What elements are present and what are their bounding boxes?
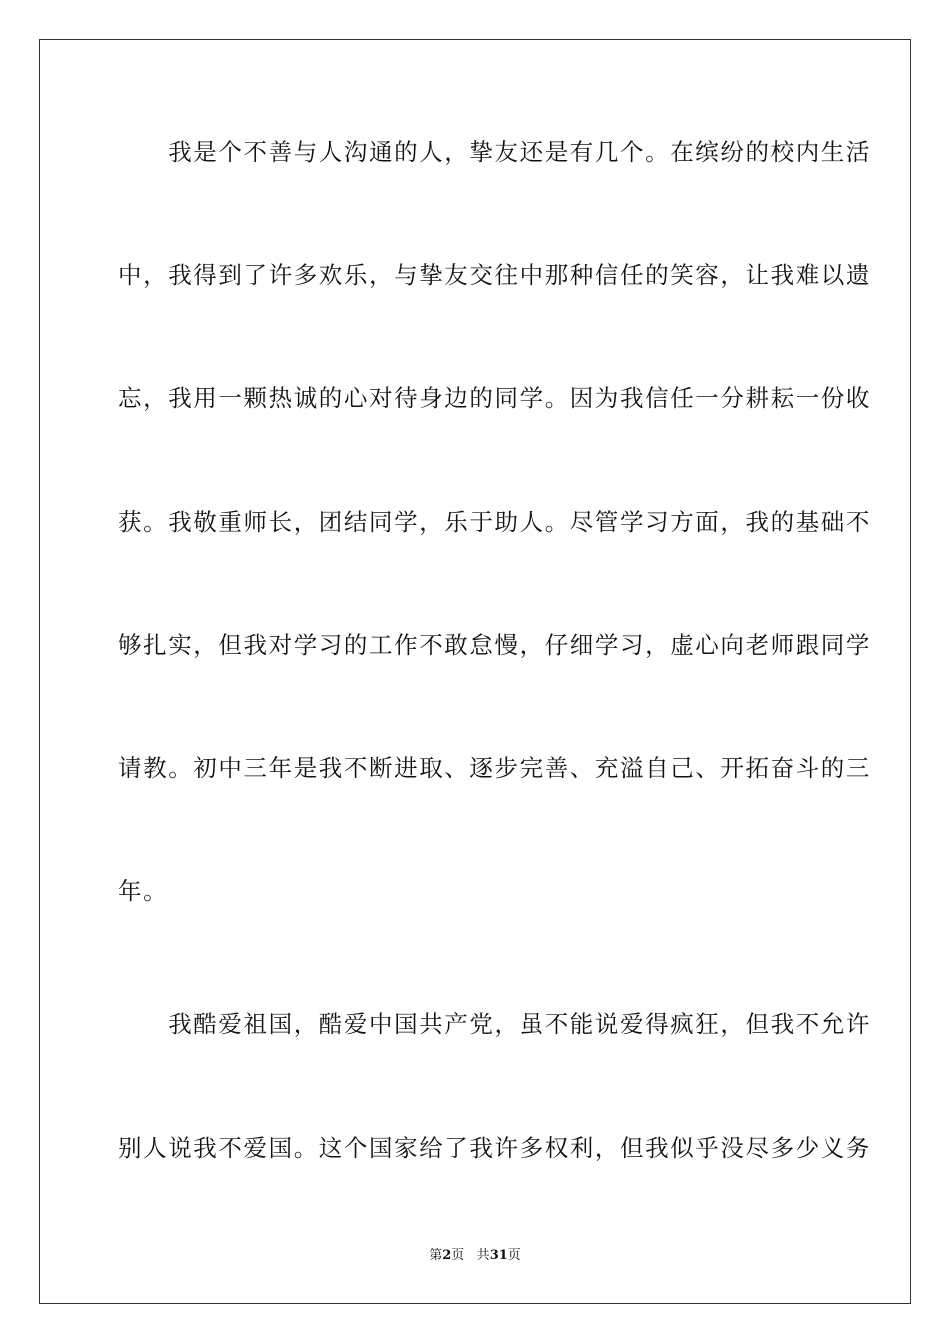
text-line-9: 别人说我不爱国。这个国家给了我许多权利，但我似乎没尽多少义务 (118, 1134, 871, 1162)
page-footer (0, 1248, 950, 1264)
footer-page-number: 2 (442, 1248, 452, 1263)
text-line-7: 年。 (118, 877, 169, 905)
text-line-3: 忘，我用一颗热诚的心对待身边的同学。因为我信任一分耕耘一份收 (118, 384, 871, 412)
text-line-4: 获。我敬重师长，团结同学，乐于助人。尽管学习方面，我的基础不 (118, 508, 871, 536)
page-border (39, 39, 911, 1304)
footer-page-suffix: 页 (451, 1248, 465, 1263)
text-line-2: 中，我得到了许多欢乐，与挚友交往中那种信任的笑容，让我难以遗 (118, 261, 871, 289)
footer-total-prefix: 共 (476, 1248, 490, 1263)
text-line-5: 够扎实，但我对学习的工作不敢怠慢，仔细学习，虚心向老师跟同学 (118, 631, 871, 659)
text-line-6: 请教。初中三年是我不断进取、逐步完善、充溢自己、开拓奋斗的三 (118, 754, 871, 782)
footer-total-pages: 31 (489, 1248, 508, 1263)
text-line-8: 我酷爱祖国，酷爱中国共产党，虽不能说爱得疯狂，但我不允许 (118, 1010, 871, 1038)
footer-total-suffix: 页 (507, 1248, 521, 1263)
footer-page-prefix: 第 (429, 1248, 443, 1263)
text-line-1: 我是个不善与人沟通的人，挚友还是有几个。在缤纷的校内生活 (118, 138, 871, 166)
